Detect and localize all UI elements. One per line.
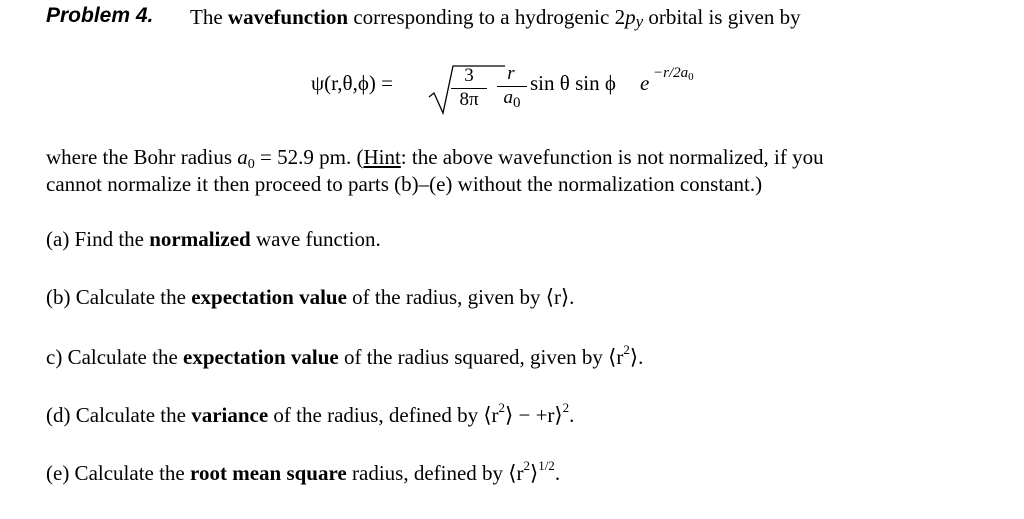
orbital-y: y [635,12,644,31]
intro-text-pre: The [190,5,228,29]
paragraph-line-2: cannot normalize it then proceed to parts (b)–(e) without the normalization constant.) [46,172,763,196]
part-c: c) Calculate the expectation value of the radius squared, given by $⟨r^2⟩$. [46,342,644,369]
intro-text-post: corresponding to a hydrogenic 2 [348,5,626,29]
intro-bold-wavefunction: wavefunction [227,5,349,29]
a0-subscript: 0 [247,157,255,172]
sqrt-numerator: 3 [464,65,474,86]
part-b: (b) Calculate the expectation value of the radius, given by ⟨r⟩. [46,285,575,309]
exp-power: $-r/2a_0$ [653,65,694,83]
a0-symbol: a [237,145,248,169]
where-text: where the Bohr radius [46,145,238,169]
trig-terms: sin θ sin ϕ [530,71,616,95]
sqrt-denominator: 8π [459,89,479,110]
part-d: (d) Calculate the variance of the radius, defined by $⟨r^2⟩$ − +r⟩$^2$. [46,400,575,427]
a0-denominator: $a_0$ [503,87,521,111]
hint-label: Hint [363,145,401,169]
part-e: (e) Calculate the root mean square radius, defined by $⟨r^2⟩^{1/2}$. [46,458,561,485]
bohr-value: = 52.9 pm. ( [254,145,364,169]
problem-intro [190,4,801,35]
problem-label: Problem 4. [46,4,154,27]
hint-text: : the above wavefunction is not normalized, if you [400,145,824,169]
orbital-p: p [625,5,636,29]
part-a: (a) Find the normalized wave function. [46,227,381,251]
exp-base: e [640,71,650,95]
equation-lhs: ψ(r,θ,ϕ) = [311,71,393,95]
wavefunction-equation [311,61,731,121]
intro-text-tail: orbital is given by [643,5,801,29]
r-numerator: r [507,63,515,84]
